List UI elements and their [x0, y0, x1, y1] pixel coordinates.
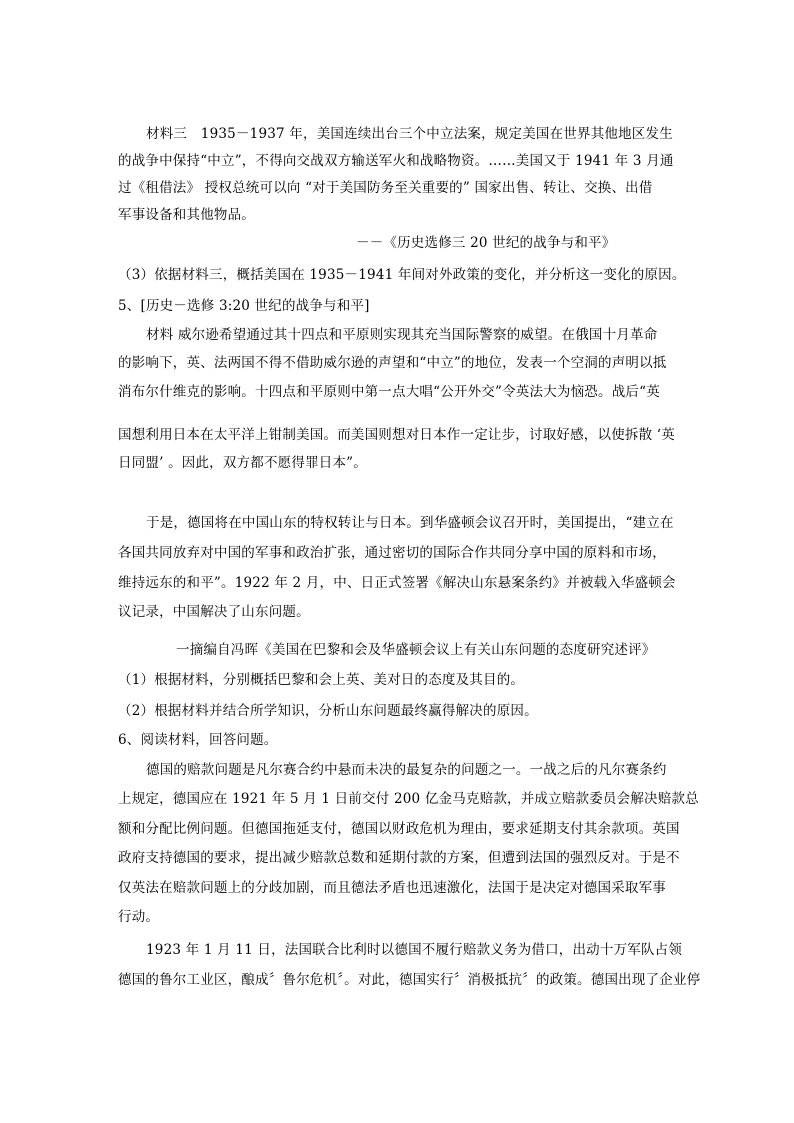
- section5-para1-line-1: 材料 威尔逊希望通过其十四点和平原则实现其充当国际警察的威望。在俄国十月革命: [146, 327, 658, 343]
- section5-para1-line-2: 的影响下，英、法两国不得不借助威尔逊的声望和“中立”的地位，发表一个空洞的声明以抵: [118, 355, 667, 371]
- section5-para2-line-2: 各国共同放弃对中国的军事和政治扩张，通过密切的国际合作共同分享中国的原料和市场，: [118, 545, 666, 561]
- material3-source: －－《历史选修三 20 世纪的战争与和平》: [356, 235, 616, 251]
- section5-para1-line-4: 国想利用日本在太平洋上钳制美国。而美国则想对日本作一定让步，讨取好感，以使拆散 ‘英: [118, 427, 675, 443]
- section6-para1-line-1: 德国的赔款问题是凡尔赛合约中悬而未决的最复杂的问题之一。一战之后的凡尔赛条约: [146, 762, 667, 778]
- section5-para2-line-1: 于是，德国将在中国山东的特权转让与日本。到华盛顿会议召开时，美国提出，“建立在: [146, 515, 674, 531]
- section5-heading: 5、[历史－选修 3:20 世纪的战争与和平]: [118, 298, 370, 314]
- section5-question-2: （2）根据材料并结合所学知识，分析山东问题最终赢得解决的原因。: [118, 703, 538, 719]
- section5-para2-line-3: 维持远东的和平”。1922 年 2 月，中、日正式签署《解决山东悬案条约》并被载入华盛顿会: [118, 575, 676, 591]
- section5-para1-line-3: 消布尔什维克的影响。十四点和平原则中第一点大唱“公开外交”令英法大为恼恐。战后“英: [118, 384, 660, 400]
- section6-para1-line-4: 政府支持德国的要求，提出减少赔款总数和延期付款的方案，但遭到法国的强烈反对。于是不: [118, 850, 680, 866]
- material3-line-1: 材料三 1935－1937 年，美国连续出台三个中立法案，规定美国在世界其他地区发生: [146, 126, 673, 142]
- section5-question-1: （1）根据材料，分别概括巴黎和会上英、美对日的态度及其目的。: [118, 672, 525, 688]
- section6-para2-line-2: 德国的鲁尔工业区，酿成〞鲁尔危机〞。对此，德国实行〞消极抵抗〞的政策。德国出现了企业停: [118, 972, 701, 988]
- material3-line-3: 过《租借法》 授权总统可以向 “对于美国防务至关重要的” 国家出售、转让、交换、出借: [118, 180, 653, 196]
- question-3: （3）依据材料三，概括美国在 1935－1941 年间对外政策的变化，并分析这一变化的原因。: [118, 267, 686, 283]
- section6-para2-line-1: 1923 年 1 月 11 日，法国联合比利时以德国不履行赔款义务为借口，出动十万军队占领: [146, 942, 683, 958]
- section6-para1-line-2: 上规定，德国应在 1921 年 5 月 1 日前交付 200 亿金马克赔款，并成立赔款委员会解决赔款总: [118, 791, 699, 807]
- section5-para1-line-5: 日同盟’ 。因此，双方都不愿得罪日本”。: [118, 455, 367, 471]
- section5-para2-line-4: 议记录，中国解决了山东问题。: [118, 604, 310, 620]
- section6-para1-line-5: 仅英法在赔款问题上的分歧加剧，而且德法矛盾也迅速激化，法国于是决定对德国采取军事: [118, 880, 666, 896]
- section5-source: 一摘编自冯晖《美国在巴黎和会及华盛顿会议上有关山东问题的态度研究述评》: [176, 642, 656, 658]
- section6-heading: 6、阅读材料，回答问题。: [118, 732, 278, 748]
- material3-line-2: 的战争中保持“中立”，不得向交战双方输送军火和战略物资。……美国又于 1941 年 3 月通: [118, 153, 674, 169]
- section6-para1-line-3: 额和分配比例问题。但德国拖延支付，德国以财政危机为理由，要求延期支付其余款项。英国: [118, 821, 680, 837]
- section6-para1-line-6: 行动。: [118, 909, 160, 925]
- material3-line-4: 军事设备和其他物品。: [118, 207, 255, 223]
